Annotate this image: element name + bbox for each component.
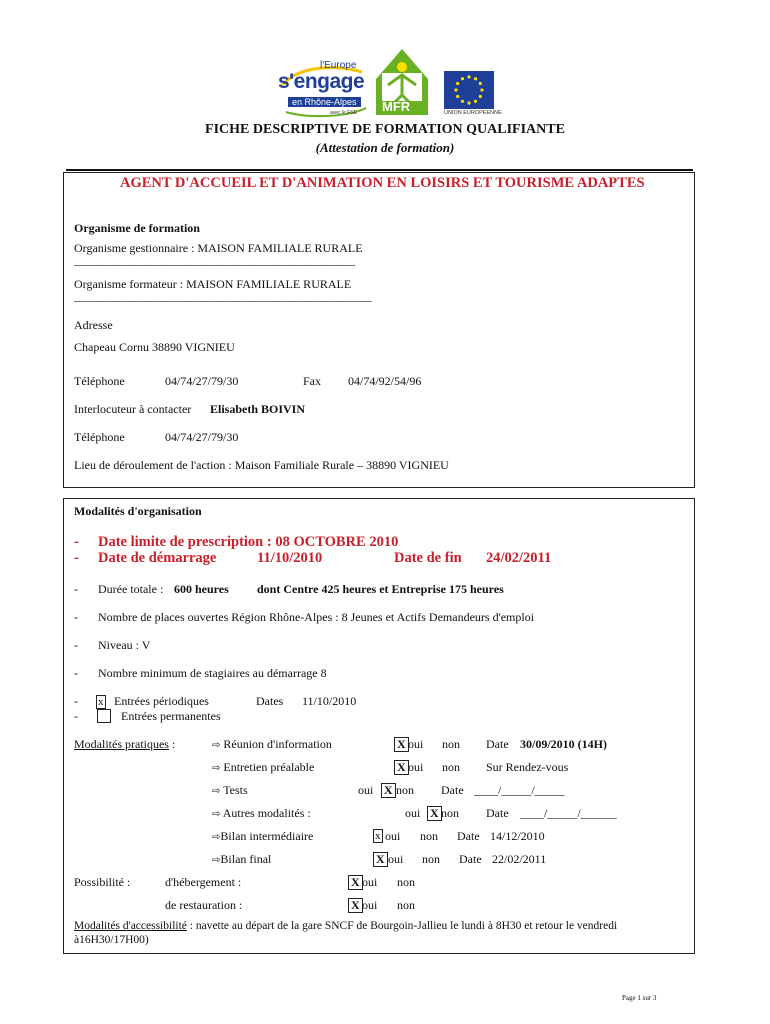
date-demarrage-label: Date de démarrage — [98, 550, 217, 566]
contact-label: Interlocuteur à contacter — [74, 402, 192, 416]
eu-logo-label: UNION EUROPÉENNE — [444, 110, 502, 116]
adresse-label: Adresse — [74, 318, 113, 332]
bilan-inter-non: non — [420, 829, 438, 843]
modalites-pratiques — [74, 737, 175, 752]
arrow-right-icon: ⇨ — [212, 763, 221, 774]
bilan-final-label: Bilan final — [220, 852, 272, 866]
entrees-periodiques-label: Entrées périodiques — [114, 694, 209, 708]
restauration-label: de restauration : — [165, 898, 243, 912]
dash-3: - — [74, 582, 78, 596]
telephone-label: Téléphone — [74, 374, 125, 388]
bilan-final-non: non — [422, 852, 440, 866]
reunion-label: Réunion d'information — [223, 737, 332, 751]
tests-oui: oui — [358, 783, 374, 797]
restauration-oui-checkbox[interactable]: X — [348, 898, 363, 913]
autres-row — [212, 806, 311, 821]
accessibilite-text-2: à16H30/17H00) — [74, 934, 149, 946]
europe-logo-line3: en Rhône-Alpes — [288, 97, 361, 107]
accessibilite-label: Modalités d'accessibilité — [74, 920, 187, 932]
arrow-right-icon: ⇨ — [212, 809, 221, 820]
reunion-oui: oui — [408, 737, 424, 751]
tests-non-checkbox[interactable]: X — [381, 783, 396, 798]
entrees-permanentes-checkbox[interactable] — [97, 709, 111, 723]
adresse-value: Chapeau Cornu 38890 VIGNIEU — [74, 340, 235, 354]
minimum-stagiaires: Nombre minimum de stagiaires au démarrage 8 — [98, 666, 327, 680]
dash-5: - — [74, 638, 78, 652]
bilan-inter-date-label: Date — [457, 829, 480, 843]
europe-logo — [276, 60, 372, 122]
fax-value: 04/74/92/54/96 — [348, 374, 422, 388]
hebergement-label: d'hébergement : — [165, 875, 242, 889]
dates-value: 11/10/2010 — [302, 694, 357, 708]
contact-name: Elisabeth BOIVIN — [210, 402, 306, 416]
accessibilite-text: : navette au départ de la gare SNCF de Bourgoin-Jallieu le lundi à 8H30 et retour le vendredi — [186, 920, 618, 932]
europe-logo-line2: s'engage — [278, 70, 365, 93]
entretien-oui-checkbox[interactable]: X — [394, 760, 409, 775]
accessibilite-line — [74, 920, 617, 932]
autres-non: non — [441, 806, 459, 820]
europe-logo-line1: l'Europe — [320, 60, 357, 71]
nombre-places: Nombre de places ouvertes Région Rhône-Alpes : 8 Jeunes et Actifs Demandeurs d'emploi — [98, 610, 535, 624]
eu-flag-logo — [444, 71, 502, 117]
document-title: FICHE DESCRIPTIVE DE FORMATION QUALIFIANTE — [205, 122, 565, 137]
hebergement-oui-checkbox[interactable]: X — [348, 875, 363, 890]
eu-flag — [444, 71, 494, 109]
autres-oui: oui — [405, 806, 421, 820]
telephone2-value: 04/74/27/79/30 — [165, 430, 239, 444]
page-number: Page 1 sur 3 — [622, 994, 657, 1002]
dash-6: - — [74, 666, 78, 680]
reunion-date: 30/09/2010 (14H) — [520, 737, 607, 751]
tests-row — [212, 783, 248, 798]
hebergement-non: non — [397, 875, 415, 889]
tests-non: non — [396, 783, 414, 797]
entretien-oui: oui — [408, 760, 424, 774]
document-subtitle: (Attestation de formation) — [315, 140, 455, 155]
restauration-oui: oui — [362, 898, 378, 912]
dates-label: Dates — [256, 694, 284, 708]
modalites-pratiques-colon: : — [168, 737, 176, 751]
modalites-heading: Modalités d'organisation — [74, 504, 202, 518]
possibilite-label: Possibilité : — [74, 875, 131, 889]
organisme-heading: Organisme de formation — [74, 221, 200, 235]
organisme-rule-2: ______________________________________________________ — [74, 289, 371, 303]
duree-detail: dont Centre 425 heures et Entreprise 175 heures — [257, 582, 504, 596]
date-fin-value: 24/02/2011 — [486, 550, 552, 566]
date-limite: Date limite de prescription : 08 OCTOBRE 2010 — [98, 534, 399, 550]
bilan-inter-oui: oui — [385, 829, 401, 843]
bilan-inter-date: 14/12/2010 — [490, 829, 545, 843]
hebergement-oui: oui — [362, 875, 378, 889]
tests-date: ____/_____/_____ — [474, 783, 565, 797]
tests-date-label: Date — [441, 783, 464, 797]
telephone-value: 04/74/27/79/30 — [165, 374, 239, 388]
autres-date-label: Date — [486, 806, 509, 820]
modalites-pratiques-label: Modalités pratiques — [74, 737, 169, 751]
bilan-final-row — [212, 852, 271, 867]
bilan-inter-label: Bilan intermédiaire — [220, 829, 314, 843]
fax-label: Fax — [303, 374, 321, 388]
title-rule — [66, 169, 693, 171]
lieu-deroulement: Lieu de déroulement de l'action : Maison Familiale Rurale – 38890 VIGNIEU — [74, 458, 449, 472]
dash-1: - — [74, 534, 79, 550]
arrow-right-icon: ⇨ — [212, 740, 221, 751]
dash-7: - — [74, 694, 78, 708]
organisme-rule-1: ___________________________________________________ — [74, 253, 355, 267]
europe-logo-line4: avec le FSE — [330, 110, 357, 116]
bilan-inter-row — [212, 829, 313, 844]
bilan-final-oui: oui — [388, 852, 404, 866]
organisme-formateur: Organisme formateur : MAISON FAMILIALE RURALE — [74, 277, 352, 291]
autres-label: Autres modalités : — [222, 806, 311, 820]
date-demarrage-value: 11/10/2010 — [257, 550, 323, 566]
niveau: Niveau : V — [98, 638, 151, 652]
arrow-right-icon: ⇨ — [212, 786, 221, 797]
date-fin-label: Date de fin — [394, 550, 462, 566]
bilan-final-date: 22/02/2011 — [492, 852, 547, 866]
reunion-non: non — [442, 737, 460, 751]
entrees-periodiques-checkbox[interactable]: x — [98, 696, 104, 708]
organisme-section — [63, 172, 695, 488]
entretien-non: non — [442, 760, 460, 774]
restauration-non: non — [397, 898, 415, 912]
dash-4: - — [74, 610, 78, 624]
arrow-right-icon: ⇨ — [212, 855, 221, 866]
entretien-label: Entretien préalable — [223, 760, 315, 774]
telephone2-label: Téléphone — [74, 430, 125, 444]
dash-8: - — [74, 709, 78, 723]
mfr-logo-label: MFR — [382, 99, 411, 114]
mfr-logo — [374, 45, 430, 117]
duree-label: Durée totale : — [98, 582, 164, 596]
bilan-final-oui-checkbox[interactable]: X — [373, 852, 388, 867]
bilan-final-date-label: Date — [459, 852, 482, 866]
tests-label: Tests — [223, 783, 248, 797]
duree-value: 600 heures — [174, 582, 229, 596]
reunion-row — [212, 737, 332, 752]
arrow-right-icon: ⇨ — [212, 832, 221, 843]
bilan-inter-oui-checkbox[interactable]: x — [375, 830, 381, 842]
dash-2: - — [74, 550, 79, 566]
autres-date: ____/_____/______ — [520, 806, 617, 820]
autres-non-checkbox[interactable]: X — [427, 806, 442, 821]
entrees-permanentes-label: Entrées permanentes — [121, 709, 221, 723]
reunion-oui-checkbox[interactable]: X — [394, 737, 409, 752]
job-title: AGENT D'ACCUEIL ET D'ANIMATION EN LOISIRS ET TOURISME ADAPTES — [120, 175, 645, 191]
organisme-gestionnaire: Organisme gestionnaire : MAISON FAMILIALE RURALE — [74, 241, 363, 255]
entretien-row — [212, 760, 314, 775]
entretien-note: Sur Rendez-vous — [486, 760, 569, 774]
reunion-date-label: Date — [486, 737, 509, 751]
